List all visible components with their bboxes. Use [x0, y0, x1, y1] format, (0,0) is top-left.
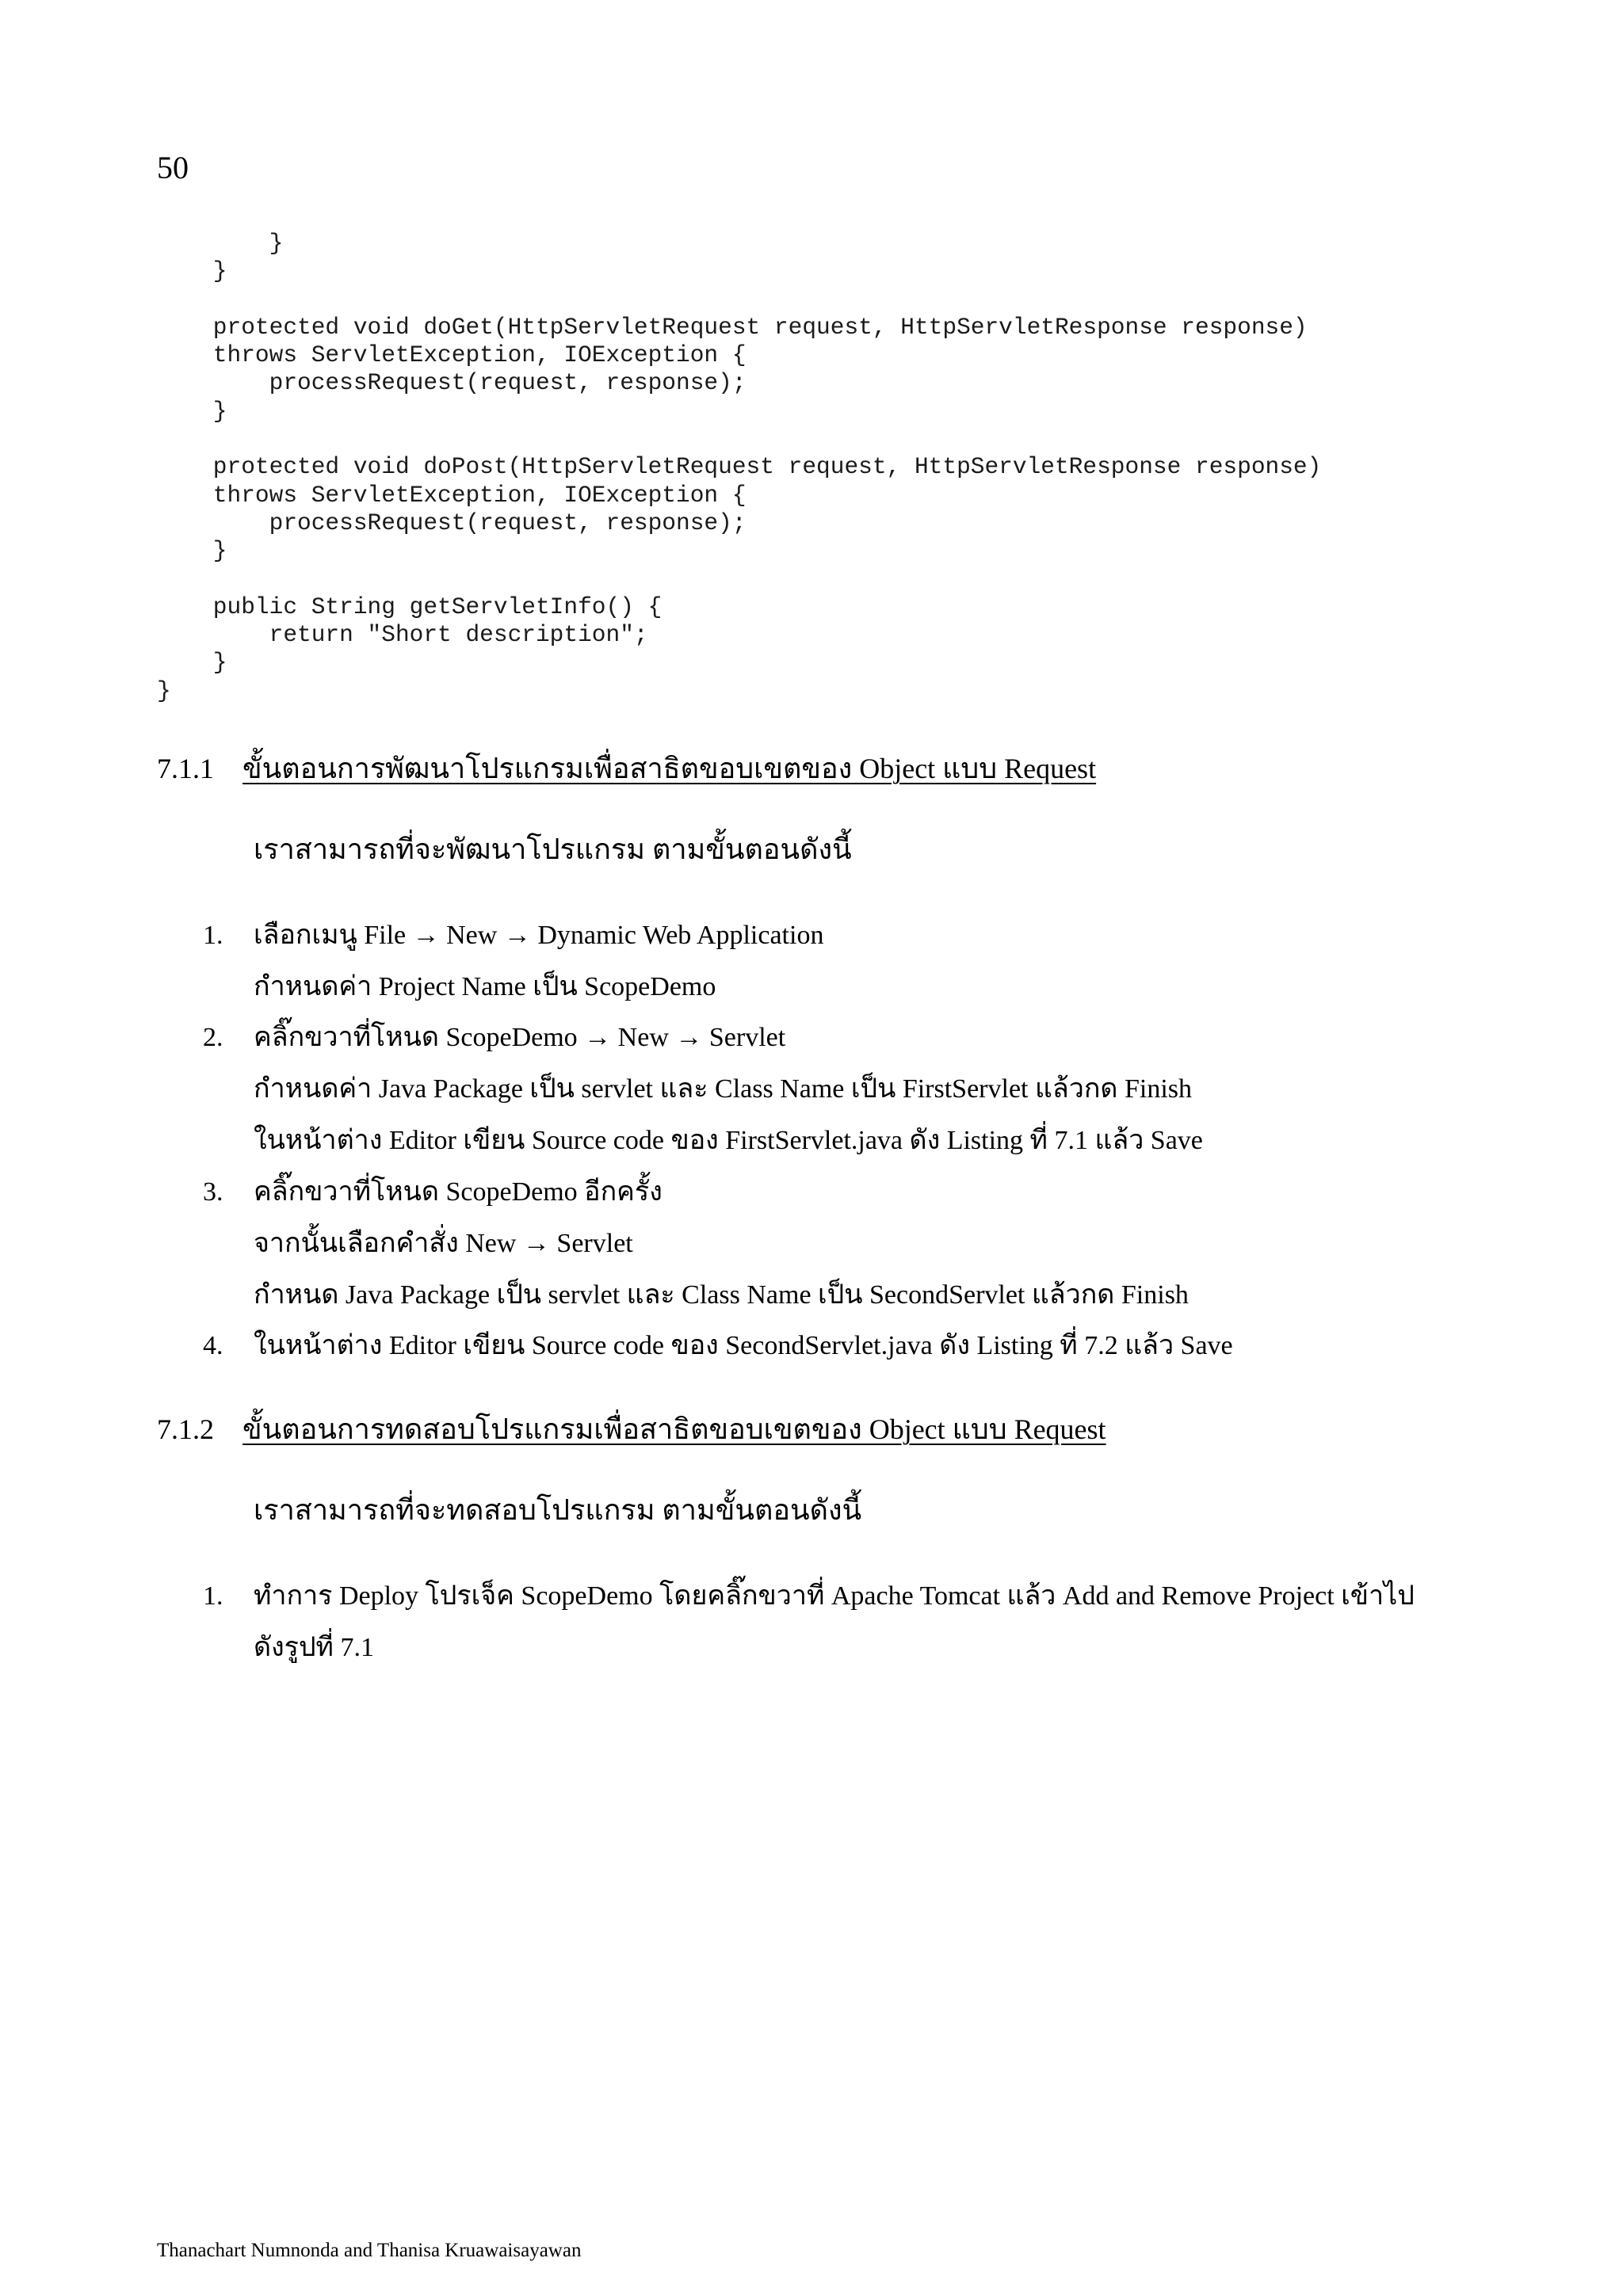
code-line: public String getServletInfo() { [157, 593, 663, 620]
code-line [157, 566, 1321, 593]
code-line: } [157, 230, 284, 257]
list-item-number: 4. [203, 1331, 223, 1360]
list-item-line: ในหน้าต่าง Editor เขียน Source code ของ FirstServlet.java ดัง Listing ที่ 7.1 แล้ว Save [254, 1126, 1203, 1155]
section-heading-7-1-2 [157, 1415, 1113, 1444]
code-line: processRequest(request, response); [157, 509, 747, 536]
footer-authors: Thanachart Numnonda and Thanisa Kruawaisayawan [157, 2240, 582, 2261]
code-line: } [157, 397, 227, 425]
list-item-line: คลิ๊กขวาที่โหนด ScopeDemo → New → Servlet [254, 1023, 786, 1052]
section-number: 7.1.2 [157, 1413, 214, 1445]
list-item-number: 1. [203, 921, 223, 950]
section-title: ขั้นตอนการทดสอบโปรแกรมเพื่อสาธิตขอบเขตของ Object แบบ Request [242, 1413, 1106, 1445]
code-line: throws ServletException, IOException { [157, 341, 747, 369]
section-heading-7-1-1 [157, 754, 1102, 783]
code-line: processRequest(request, response); [157, 369, 747, 397]
list-item-line: กำหนดค่า Project Name เป็น ScopeDemo [254, 972, 716, 1001]
list-item-line: กำหนด Java Package เป็น servlet และ Class Name เป็น SecondServlet แล้วกด Finish [254, 1280, 1189, 1310]
code-line: } [157, 649, 227, 677]
list-item-line: กำหนดค่า Java Package เป็น servlet และ Class Name เป็น FirstServlet แล้วกด Finish [254, 1074, 1193, 1104]
code-line: protected void doGet(HttpServletRequest request, HttpServletResponse response) [157, 313, 1308, 341]
code-line: protected void doPost(HttpServletRequest request, HttpServletResponse response) [157, 453, 1322, 481]
code-line: } [157, 537, 227, 565]
list-item-line: ทำการ Deploy โปรเจ็ค ScopeDemo โดยคลิ๊กขวาที่ Apache Tomcat แล้ว Add and Remove Project เข้าไป [254, 1581, 1415, 1611]
section-intro: เราสามารถที่จะพัฒนาโปรแกรม ตามขั้นตอนดังนี้ [254, 833, 852, 865]
list-item-line: ในหน้าต่าง Editor เขียน Source code ของ SecondServlet.java ดัง Listing ที่ 7.2 แล้ว Save [254, 1331, 1233, 1360]
code-line: return "Short description"; [157, 621, 648, 649]
list-item-line: เลือกเมนู File → New → Dynamic Web Application [254, 921, 824, 950]
list-item-line: คลิ๊กขวาที่โหนด ScopeDemo อีกครั้ง [254, 1177, 663, 1207]
list-item-line: ดังรูปที่ 7.1 [254, 1633, 374, 1662]
section-intro: เราสามารถที่จะทดสอบโปรแกรม ตามขั้นตอนดังนี้ [254, 1494, 862, 1526]
list-item-number: 3. [203, 1177, 223, 1207]
code-line [157, 425, 1321, 453]
list-item-line: จากนั้นเลือกคำสั่ง New → Servlet [254, 1229, 633, 1258]
list-item-number: 1. [203, 1581, 223, 1611]
code-line: } [157, 677, 171, 704]
section-title: ขั้นตอนการพัฒนาโปรแกรมเพื่อสาธิตขอบเขตของ Object แบบ Request [242, 753, 1097, 784]
code-line: throws ServletException, IOException { [157, 481, 747, 509]
list-item-number: 2. [203, 1023, 223, 1052]
section-number: 7.1.1 [157, 753, 214, 784]
code-line: } [157, 257, 227, 285]
page-number: 50 [157, 150, 189, 185]
code-listing [157, 230, 1321, 705]
code-line [157, 286, 1321, 314]
